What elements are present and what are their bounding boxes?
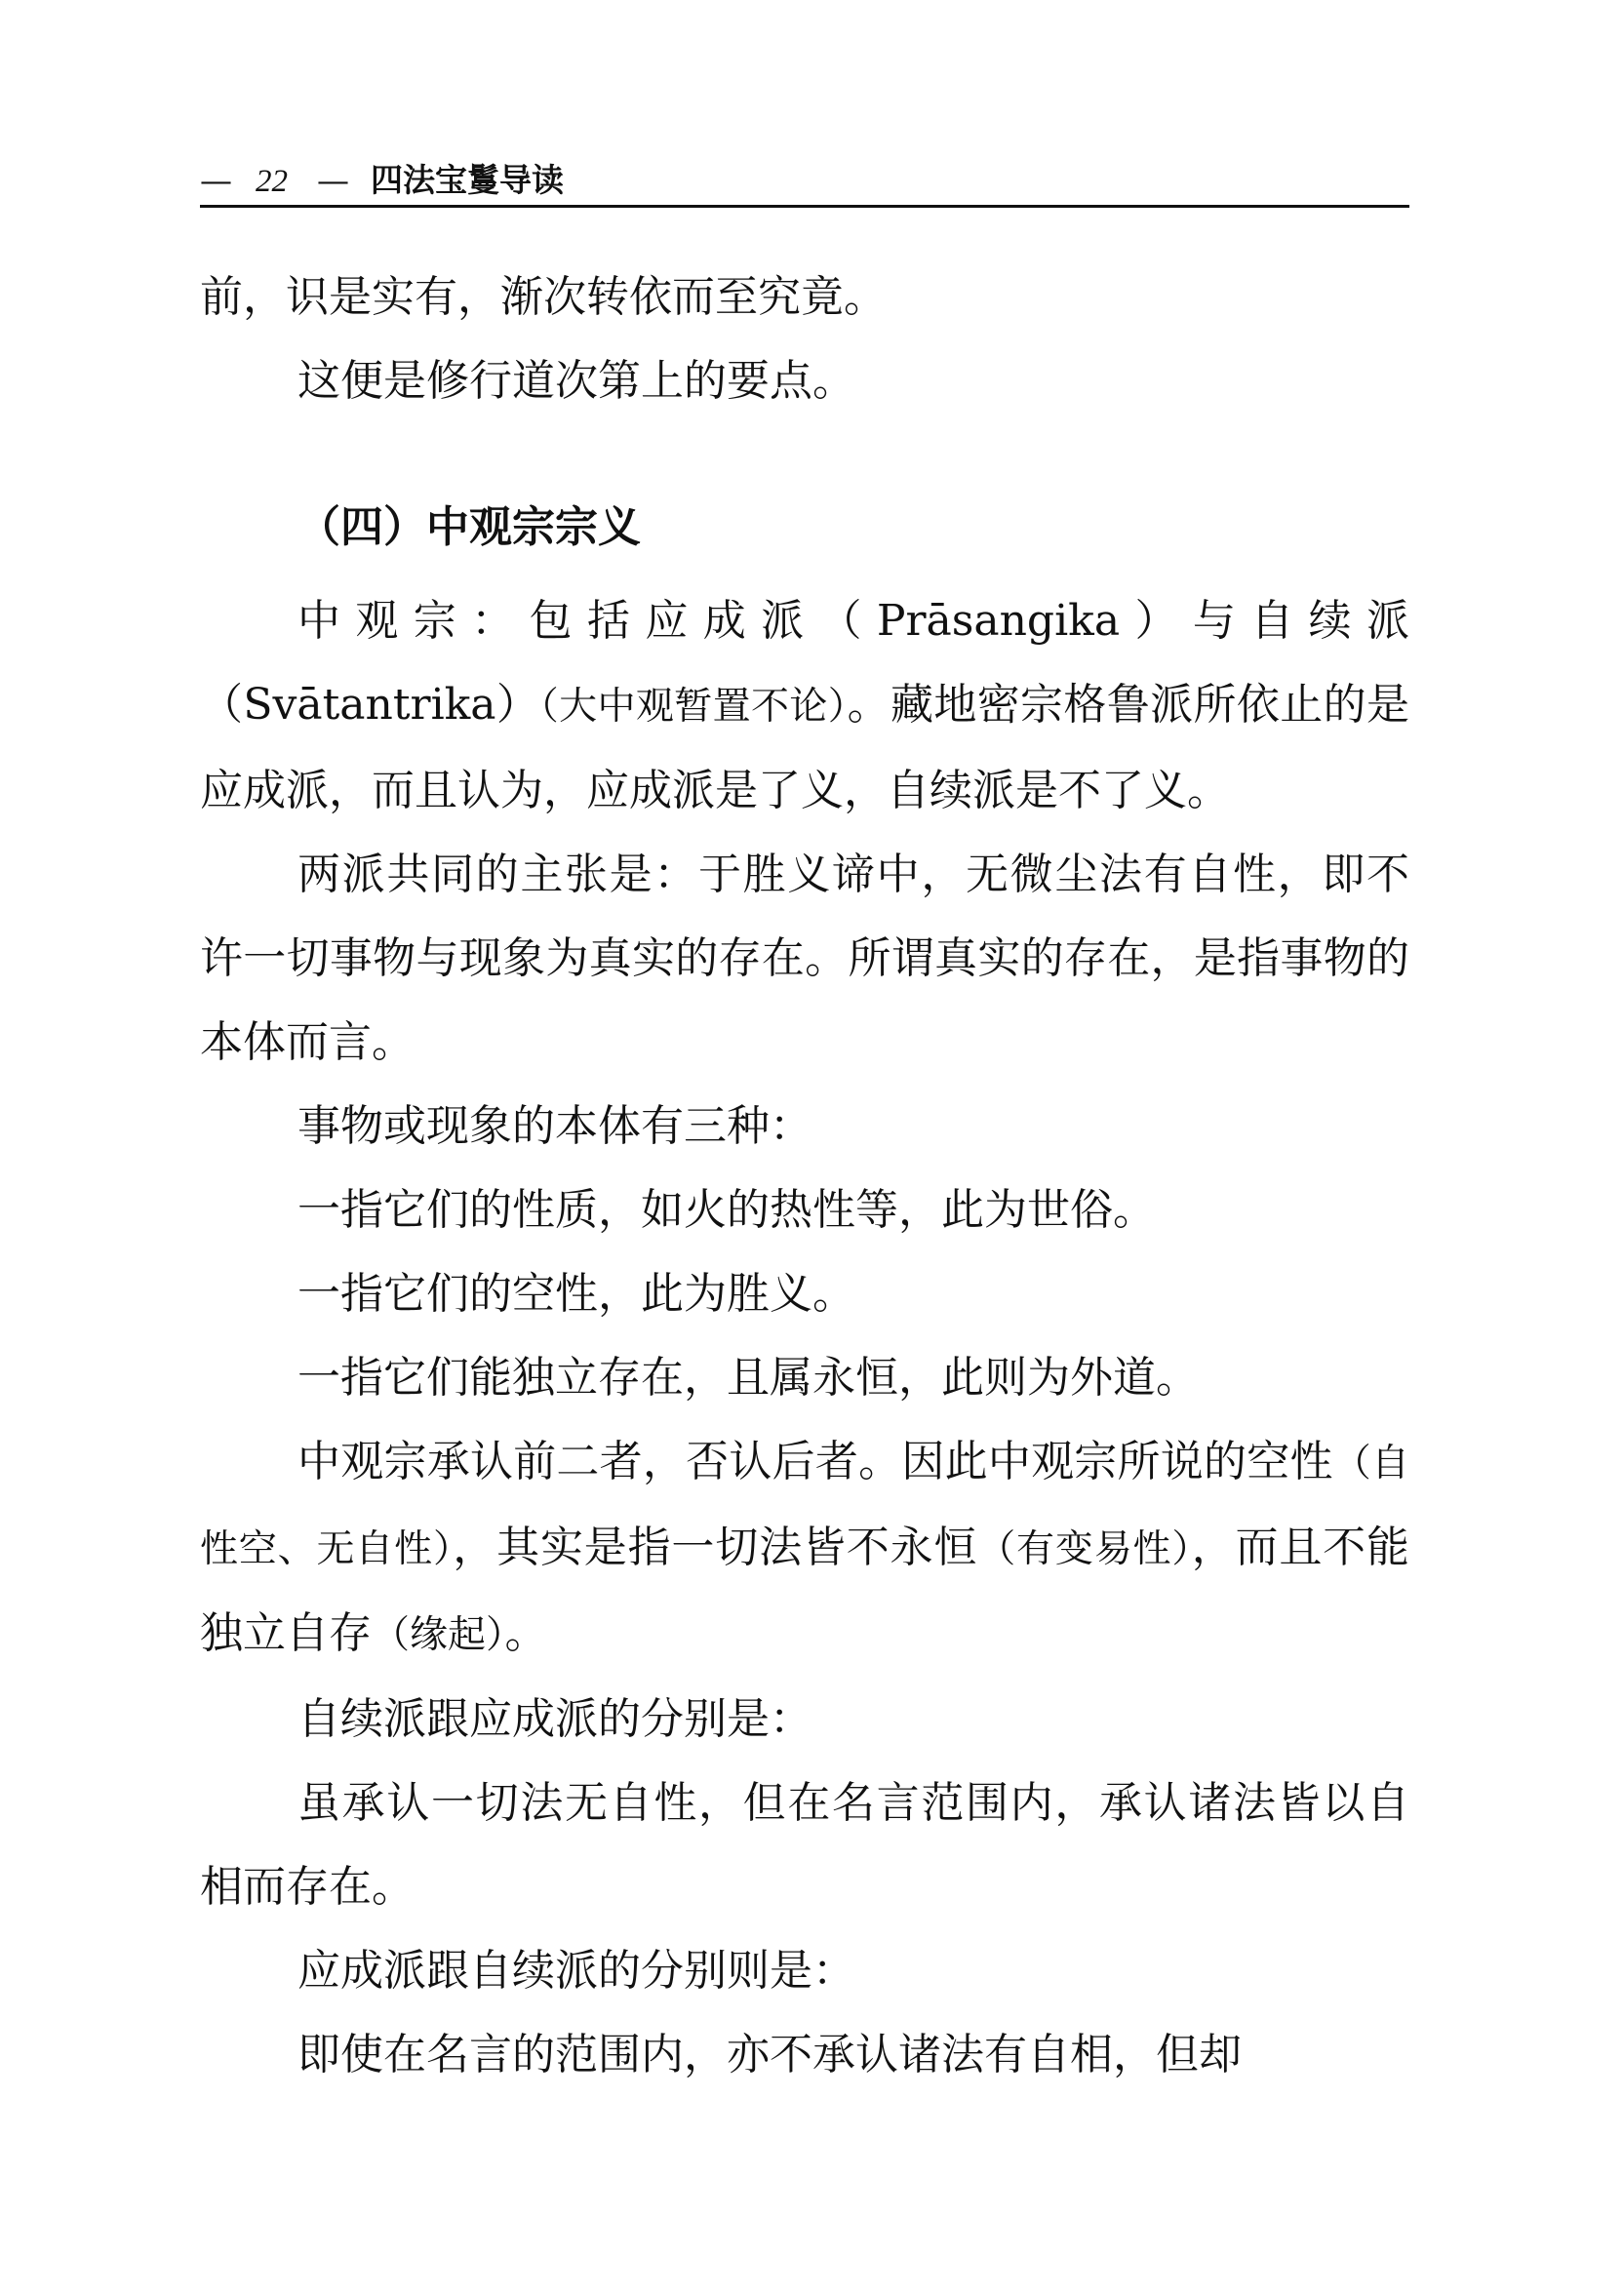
header-dash-right: — bbox=[317, 161, 349, 199]
paragraph-continued: 前，识是实有，渐次转依而至究竟。 bbox=[200, 272, 887, 322]
paragraph bbox=[200, 579, 1409, 833]
text-run: 中观宗承认前二者，否认后者。因此中观宗所说的空性 bbox=[297, 1437, 1333, 1486]
annotation-note: （缘起） bbox=[372, 1613, 505, 1657]
text-run: 。藏地密宗格鲁派所依止的是应成派，而且认为，应成派是了义，自续派是不了义。 bbox=[200, 680, 1409, 815]
paragraph: 事物或现象的本体有三种： bbox=[297, 1101, 812, 1151]
paragraph: 一指它们的性质，如火的热性等，此为世俗。 bbox=[297, 1185, 1156, 1235]
text-run: 中观宗：包括应成派（Prāsangika）与自续派（Svātantrika） bbox=[200, 596, 1409, 730]
paragraph: 两派共同的主张是：于胜义谛中，无微尘法有自性，即不许一切事物与现象为真实的存在。所谓真实的存在，是指事物的本体而言。 bbox=[200, 850, 1409, 1067]
paragraph: 应成派跟自续派的分别则是： bbox=[297, 1946, 855, 1996]
header-dash-left: — bbox=[200, 161, 232, 199]
paragraph: 虽承认一切法无自性，但在名言范围内，承认诸法皆以自相而存在。 bbox=[200, 1778, 1409, 1912]
section-heading: （四）中观宗宗义 bbox=[297, 502, 641, 552]
paragraph bbox=[200, 1420, 1409, 1678]
annotation-note: （大中观暂置不论） bbox=[539, 685, 848, 729]
page-number: 22 bbox=[256, 164, 288, 199]
annotation-note: （自性空、无自性） bbox=[200, 1442, 1409, 1571]
header-rule bbox=[200, 205, 1409, 208]
running-header bbox=[200, 161, 1409, 200]
paragraph: 自续派跟应成派的分别是： bbox=[297, 1694, 812, 1744]
text-run: ，其实是指一切法皆不永恒 bbox=[453, 1523, 978, 1572]
book-title: 四法宝鬘导读 bbox=[371, 161, 564, 199]
paragraph: 一指它们能独立存在，且属永恒，此则为外道。 bbox=[297, 1353, 1199, 1403]
page-body bbox=[200, 256, 1409, 2097]
paragraph: 这便是修行道次第上的要点。 bbox=[297, 356, 855, 406]
text-run: ，而且不能独立自存 bbox=[200, 1523, 1409, 1658]
paragraph: 即使在名言的范围内，亦不承认诸法有自相，但却 bbox=[297, 2030, 1242, 2079]
paragraph: 一指它们的空性，此为胜义。 bbox=[297, 1269, 855, 1319]
annotation-note: （有变易性） bbox=[977, 1527, 1192, 1571]
text-run: 。 bbox=[504, 1608, 548, 1658]
